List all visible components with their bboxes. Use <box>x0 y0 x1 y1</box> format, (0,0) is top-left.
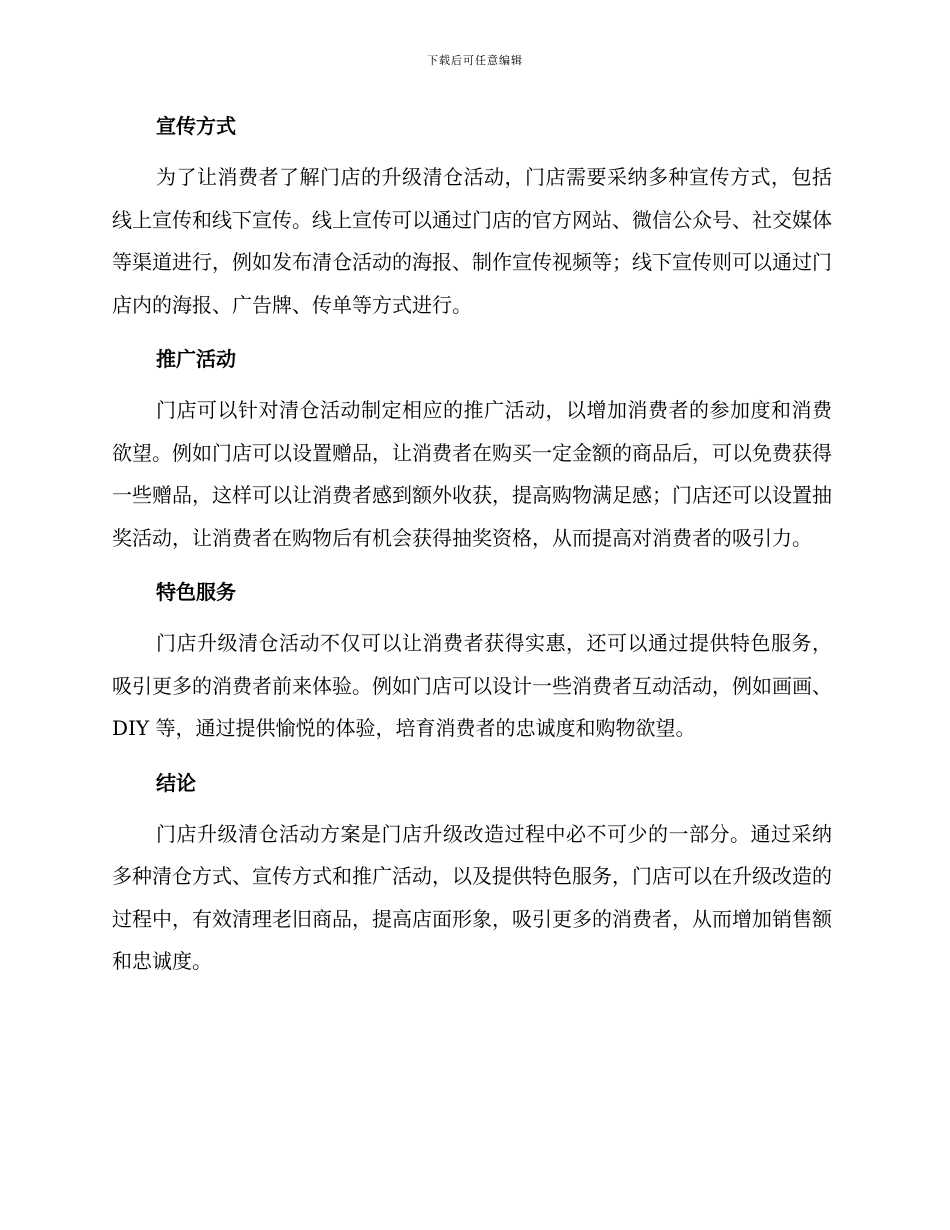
section-heading: 宣传方式 <box>156 114 236 138</box>
section-conclusion <box>112 763 832 983</box>
section-paragraph: 为了让消费者了解门店的升级清仓活动，门店需要采纳多种宣传方式，包括线上宣传和线下宣传。线上宣传可以通过门店的官方网站、微信公众号、社交媒体等渠道进行，例如发布清仓活动的海报、制作宣传视频等；线下宣传则可以通过门店内的海报、广告牌、传单等方式进行。 <box>112 165 832 317</box>
section-heading: 推广活动 <box>156 347 236 371</box>
section-promotion <box>112 339 832 559</box>
page-header: 下载后可任意编辑 <box>427 54 523 67</box>
section-paragraph: 门店升级清仓活动不仅可以让消费者获得实惠，还可以通过提供特色服务，吸引更多的消费者前来体验。例如门店可以设计一些消费者互动活动，例如画画、DIY 等，通过提供愉悦的体验，培育消费者的忠诚度和购物欲望。 <box>112 631 832 740</box>
section-publicity <box>112 106 832 326</box>
section-paragraph: 门店可以针对清仓活动制定相应的推广活动，以增加消费者的参加度和消费欲望。例如门店可以设置赠品，让消费者在购买一定金额的商品后，可以免费获得一些赠品，这样可以让消费者感到额外收获，提高购物满足感；门店还可以设置抽奖活动，让消费者在购物后有机会获得抽奖资格，从而提高对消费者的吸引力。 <box>112 398 832 550</box>
section-paragraph: 门店升级清仓活动方案是门店升级改造过程中必不可少的一部分。通过采纳多种清仓方式、宣传方式和推广活动，以及提供特色服务，门店可以在升级改造的过程中，有效清理老旧商品，提高店面形象，吸引更多的消费者，从而增加销售额和忠诚度。 <box>112 821 832 973</box>
section-heading: 特色服务 <box>156 580 236 604</box>
document-body <box>112 106 832 996</box>
section-heading: 结论 <box>156 770 196 795</box>
section-special-services <box>112 572 832 750</box>
